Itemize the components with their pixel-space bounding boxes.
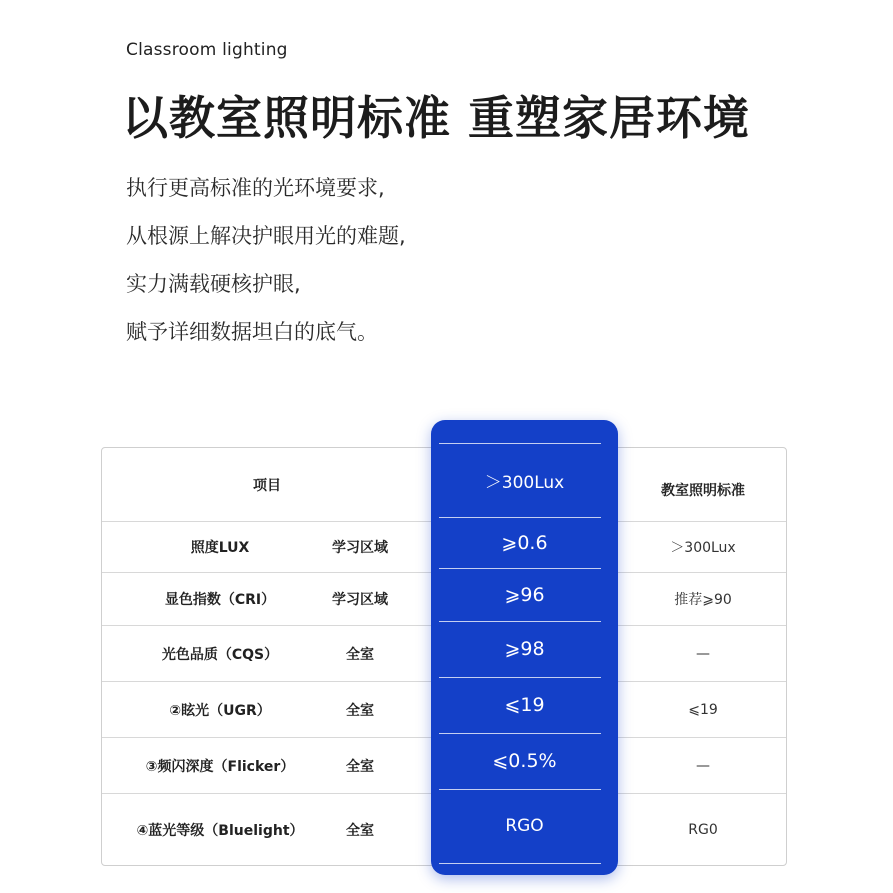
row-name: ③频闪深度（Flicker） bbox=[145, 758, 295, 775]
row-area: 学习区域 bbox=[332, 592, 388, 608]
eyebrow-label: Classroom lighting bbox=[126, 40, 288, 60]
body-line: 实力满载硬核护眼, bbox=[126, 272, 301, 296]
row-area: 全室 bbox=[346, 646, 374, 663]
highlight-value: RGO bbox=[505, 816, 544, 836]
body-line: 赋予详细数据坦白的底气。 bbox=[126, 320, 378, 344]
row-area: 全室 bbox=[346, 702, 374, 719]
row-standard: 推荐⩾90 bbox=[674, 592, 732, 608]
headline: 以教室照明标准 重塑家居环境 bbox=[122, 91, 751, 145]
row-name: ②眩光（UGR） bbox=[169, 702, 271, 719]
row-name: 照度LUX bbox=[190, 540, 250, 556]
highlight-value: ⩾96 bbox=[504, 583, 545, 606]
highlight-column bbox=[431, 420, 618, 875]
row-name: 显色指数（CRI） bbox=[164, 592, 276, 608]
row-area: 全室 bbox=[346, 822, 374, 839]
header-item: 项目 bbox=[253, 477, 281, 494]
header-standard: 教室照明标准 bbox=[661, 482, 745, 499]
row-name: 光色品质（CQS） bbox=[161, 646, 279, 663]
row-standard: — bbox=[696, 645, 710, 662]
row-name: ④蓝光等级（Bluelight） bbox=[136, 822, 304, 839]
row-standard: RG0 bbox=[688, 821, 718, 838]
highlight-value: ⩽19 bbox=[504, 694, 545, 716]
highlight-value: ⩾0.6 bbox=[501, 531, 548, 554]
divider bbox=[439, 863, 601, 864]
body-text bbox=[126, 172, 406, 364]
row-standard: — bbox=[696, 757, 710, 774]
highlight-value: ⩽0.5% bbox=[492, 750, 557, 772]
highlight-header: ＞300Lux bbox=[484, 472, 565, 493]
body-line: 从根源上解决护眼用光的难题, bbox=[126, 224, 406, 248]
body-line: 执行更高标准的光环境要求, bbox=[126, 176, 385, 200]
row-standard: ＞300Lux bbox=[670, 540, 736, 556]
row-area: 学习区域 bbox=[332, 540, 388, 556]
highlight-value: ⩾98 bbox=[504, 638, 545, 660]
row-area: 全室 bbox=[346, 758, 374, 775]
row-standard: ⩽19 bbox=[688, 701, 718, 718]
